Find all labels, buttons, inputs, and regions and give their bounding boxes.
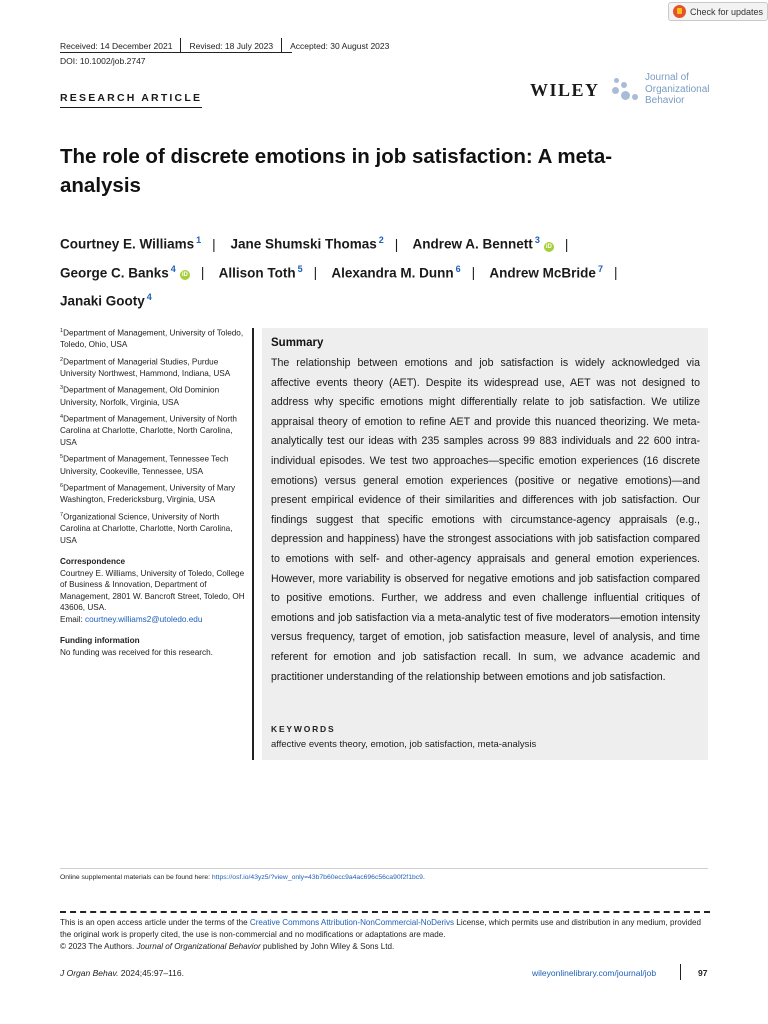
author-name[interactable]: Alexandra M. Dunn [331,265,454,280]
author-list: Courtney E. Williams $^1$ | Jane Shumski Thomas $^2$ | Andrew A. Bennett $^3$iD | George C. Banks $^4$iD | Allison Toth $^5$ | Alexandra M. Dunn $^6$ | Andrew McBride $^7$ | Janaki Gooty $^4$ [60,235,618,309]
accepted-date: Accepted: 30 August 2023 [290,40,390,51]
date-divider [180,38,181,53]
funding-text: No funding was received for this research. [60,647,213,657]
journal-site-link[interactable]: wileyonlinelibrary.com/journal/job [532,968,657,978]
journal-logo-icon [610,74,644,108]
article-title: The role of discrete emotions in job satisfaction: A meta-analysis [60,145,613,197]
license-divider [60,911,710,913]
wiley-logo[interactable]: WILEY [530,80,600,100]
footer-divider [680,964,681,980]
check-for-updates-button[interactable] [668,2,768,21]
author-affiliation-mark[interactable]: 7 [597,263,603,274]
affiliation-item: $^2$Department of Managerial Studies, Purdue University Northwest, Hammond, Indiana, USA [60,356,231,378]
supplemental-link[interactable]: https://osf.io/43yz5/?view_only=43b7b60ecc9a4ac696c56ca90f2f1bc9 [211,874,423,881]
affiliation-item: $^1$Department of Management, University of Toledo, Toledo, Ohio, USA [60,328,244,350]
supplemental-note: Online supplemental materials can be found here: https://osf.io/43yz5/?view_only=43b7b60ecc9a4ac696c56ca90f2f1bc9. [60,874,425,881]
author-affiliation-mark[interactable]: 4 [170,263,176,274]
summary-text: The relationship between emotions and job satisfaction is widely acknowledged via affective events theory (AET). Despite its widespread use, AET was not designed to address why specific emotions might differentially relate to job satisfaction. We utilize appraisal theory of emotion to refine AET and provide this nuanced theorizing. We meta-analytically test our ideas with 235 samples across 99 883 individuals and 22 600 intra-individual episodes. We test two approaches—specific emotion experiences (16 discrete emotions) versus general emotion experiences (positive or negative emotions)—and present empirical evidence of their similarities and differences with job satisfaction. Our findings suggest that specific emotions with circumstance-agency appraisals (e.g., depression and happiness) have the strongest associations with job satisfaction compared to emotions with self- and other-agency appraisals and general emotion experiences. However, more variability is observed for negative emotions and job satisfaction compared to positive emotions. Further, we address and even challenge influential critiques of emotions and job satisfaction via a meta-analytic test of five moderators—emotion intensity versus frequency, target of emotion, job satisfaction measure, level of analysis, and time referent for emotion and job satisfaction recall. In sum, we advance academic and practitioner understanding of the relationship between emotions and job satisfaction. [271,357,700,683]
author-affiliation-mark[interactable]: 4 [146,292,152,302]
affiliations [60,326,250,662]
author-affiliation-mark[interactable]: 1 [196,235,202,245]
summary-left-rule [252,328,254,760]
doi[interactable]: DOI: 10.1002/job.2747 [60,56,146,66]
author-name[interactable]: Allison Toth [218,265,296,280]
update-icon [673,5,686,18]
doi-divider [60,52,292,53]
author-affiliation-mark[interactable]: 5 [297,263,303,274]
correspondence-heading: Correspondence [60,557,126,567]
affiliation-item: $^5$Department of Management, Tennessee Tech University, Cookeville, Tennessee, USA [60,454,229,476]
correspondence-text: Courtney E. Williams, University of Toledo, College of Business & Innovation, Department of Management, 2801 W. Bancroft Street, Toledo, OH 43606, USA. Email: courtney.williams2@utoledo.edu [60,568,245,624]
journal-name-line: Behavior [645,95,685,106]
date-divider [281,38,282,53]
citation: J Organ Behav. 2024;45:97–116. [60,968,184,978]
article-type: RESEARCH ARTICLE [60,92,202,108]
article-dates [60,38,389,53]
author-name[interactable]: Andrew A. Bennett [412,236,533,252]
orcid-icon[interactable]: iD [545,243,552,250]
author-name[interactable]: Jane Shumski Thomas [230,236,377,252]
supplemental-divider [60,868,708,869]
keywords: affective events theory, emotion, job satisfaction, meta-analysis [271,739,537,750]
revised-date: Revised: 18 July 2023 [189,40,274,51]
journal-name-line: Journal of [645,72,689,83]
orcid-icon[interactable]: iD [181,272,188,278]
author-name[interactable]: Janaki Gooty [60,293,145,309]
author-affiliation-mark[interactable]: 2 [378,235,384,245]
funding-heading: Funding information [60,636,140,646]
received-date: Received: 14 December 2021 [60,40,173,51]
journal-name-line: Organizational [645,83,710,95]
page-number: 97 [698,968,708,978]
summary-heading: Summary [271,337,324,349]
author-affiliation-mark[interactable]: 6 [455,263,461,274]
author-name[interactable]: Andrew McBride [489,265,596,280]
author-affiliation-mark[interactable]: 3 [534,235,540,245]
license-link[interactable]: Creative Commons Attribution-NonCommercial-NoDerivs [249,918,455,927]
affiliation-item: $^4$Department of Management, University of North Carolina at Charlotte, Charlotte, North Carolina, USA [60,414,237,447]
author-name[interactable]: Courtney E. Williams [60,236,195,252]
correspondence-email-link[interactable]: courtney.williams2@utoledo.edu [85,614,203,624]
affiliation-item: $^7$Organizational Science, University of North Carolina at Charlotte, Charlotte, North Carolina, USA [60,511,233,545]
affiliation-item: $^6$Department of Management, University of Mary Washington, Fredericksburg, Virginia, USA [60,483,236,505]
author-name[interactable]: George C. Banks [60,265,169,280]
license-text: This is an open access article under the terms of the Creative Commons Attribution-NonCommercial-NoDerivs License, which permits use and distribution in any medium, provided the original work is properly cited, the use is non-commercial and no modifications or adaptations are made. © 2023 The Authors. Journal of Organizational Behavior published by John Wiley & Sons Ltd. [60,918,702,951]
check-for-updates-label: Check for updates [690,6,764,17]
affiliation-item: $^3$Department of Management, Old Dominion University, Norfolk, Virginia, USA [60,385,220,407]
keywords-heading: KEYWORDS [271,724,336,734]
journal-name[interactable] [645,72,709,107]
